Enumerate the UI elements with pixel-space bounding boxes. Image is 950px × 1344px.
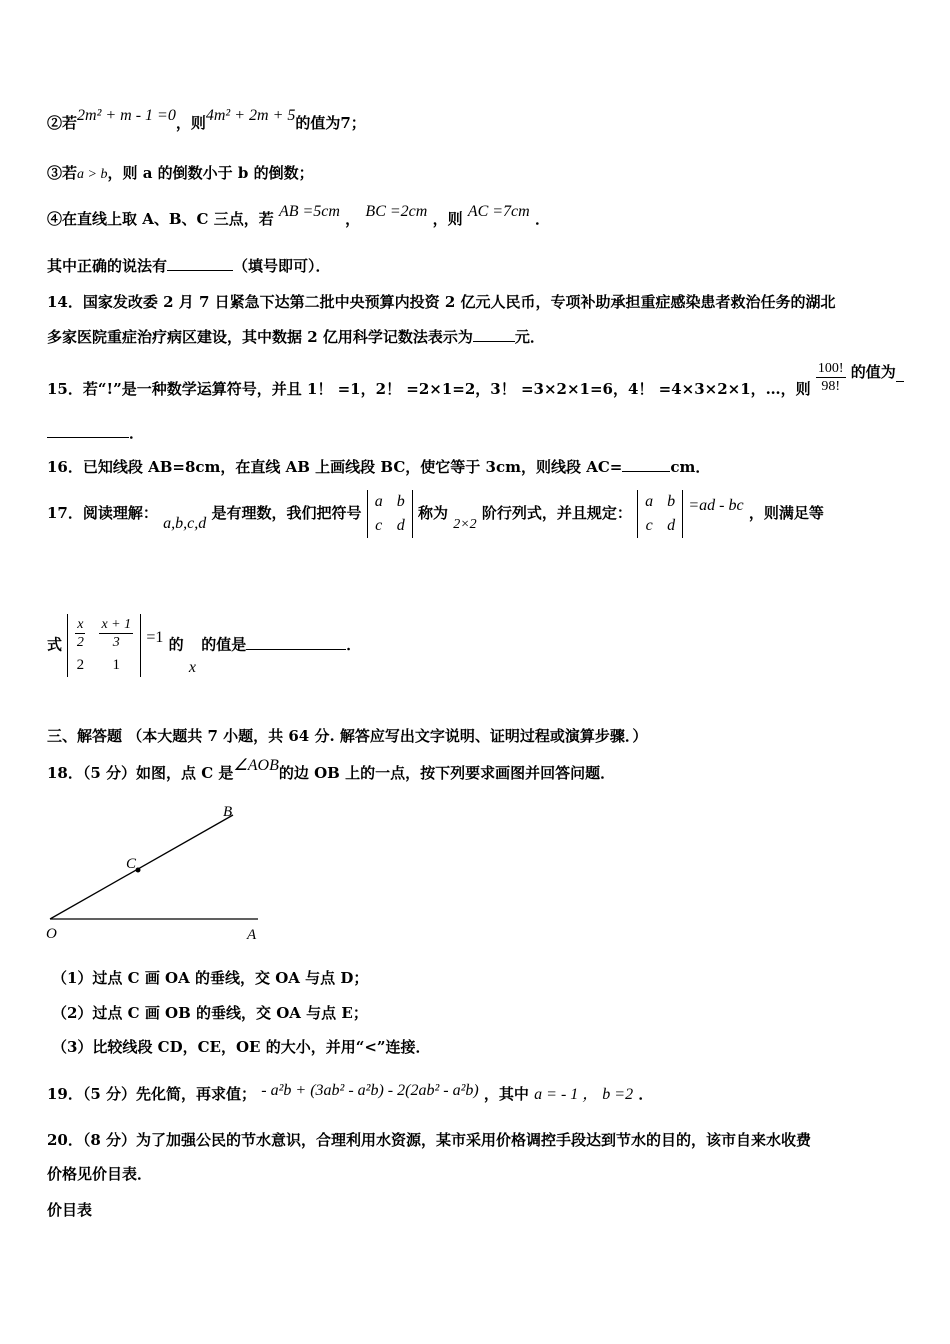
- answer-blank: [473, 328, 515, 342]
- q13-answer: 其中正确的说法有 （填号即可）．: [47, 257, 331, 275]
- q13-item3: ③若a > b，则 a 的倒数小于 b 的倒数；: [47, 164, 314, 182]
- q14-line1: 14．国家发改委 2 月 7 日紧急下达第二批中央预算内投资 2 亿元人民币，专项补助承担重症感染患者救治任务的湖北: [47, 293, 836, 311]
- q19-expression: - a²b + (3ab² - a²b) - 2(2ab² - a²b): [261, 1082, 479, 1099]
- label-b: B: [223, 804, 233, 820]
- answer-blank: [622, 458, 670, 472]
- q20-line2: 价格见价目表．: [47, 1165, 153, 1183]
- price-table-title: 价目表: [47, 1201, 93, 1219]
- section-title: 三、解答题 （本大题共 7 小题，共 64 分. 解答应写出文字说明、证明过程或演算步骤．）: [47, 727, 648, 745]
- determinant-symbol: a b c d: [367, 490, 413, 538]
- q18-part2: （2）过点 C 画 OB 的垂线，交 OA 与点 E；: [52, 1004, 368, 1022]
- q20-line1: 20．（8 分）为了加强公民的节水意识，合理利用水资源，某市采用价格调控手段达到节水的目的，该市自来水收费: [47, 1131, 812, 1149]
- answer-blank: [167, 257, 233, 271]
- q13-item4: ④在直线上取 A、B、C 三点，若 AB =5cm ， BC =2cm ，则 AC =7cm ．: [47, 203, 550, 228]
- q18-part1: （1）过点 C 画 OA 的垂线，交 OA 与点 D；: [52, 969, 369, 987]
- q17-line2: 式 $\frac{x}{2}$ $\frac{x + 1}{3}$ 2 1 =1 的 x 的值是 ．: [47, 614, 361, 677]
- label-c: C: [126, 856, 137, 872]
- q18: 18．（5 分）如图，点 C 是∠AOB的边 OB 上的一点，按下列要求画图并回答问题．: [47, 757, 616, 782]
- determinant-equation: $\frac{x}{2}$ $\frac{x + 1}{3}$ 2 1: [67, 614, 141, 677]
- q13-item2: ②若2m² + m - 1 =0，则4m² + 2m + 5的值为7；: [47, 107, 366, 132]
- q19: 19．（5 分）先化简，再求值； - a²b + (3ab² - a²b) - 2(2ab² - a²b) ，其中 a = - 1 ， b =2 ．: [47, 1082, 654, 1103]
- angle-figure: [40, 798, 280, 948]
- q14-line2: 多家医院重症治疗病区建设，其中数据 2 亿用科学记数法表示为 元．: [47, 328, 545, 346]
- label-o: O: [46, 926, 57, 942]
- determinant-rule: a b c d: [637, 490, 683, 538]
- answer-blank: [246, 636, 346, 650]
- point-c: [136, 868, 141, 873]
- answer-blank: [47, 424, 129, 438]
- q15-fraction: $\frac{100!}{98!}$: [817, 361, 844, 394]
- q15: 15．若“!”是一种数学运算符号，并且 1！ =1，2！ =2×1=2，3！ =3×2×1=6，4！ =4×3×2×1，…，则 $\frac{100!}{98!}$ 的值为: [47, 360, 904, 395]
- q13-expression: 4m² + 2m + 5: [205, 107, 296, 124]
- ray-ob: [50, 815, 233, 919]
- q17-line1: 17．阅读理解： a,b,c,d 是有理数，我们把符号 a b c d 称为 2×2 阶行列式，并且规定： a b c d =ad - bc ，则满足等: [47, 490, 824, 538]
- q18-part3: （3）比较线段 CD，CE，OE 的大小，并用“<”连接．: [52, 1038, 431, 1056]
- q13-equation: 2m² + m - 1 =0: [77, 107, 176, 124]
- label-a: A: [247, 927, 257, 943]
- q15-blank-line: ．: [47, 422, 144, 443]
- q16: 16．已知线段 AB=8cm，在直线 AB 上画线段 BC，使它等于 3cm，则线段 AC= cm．: [47, 458, 711, 476]
